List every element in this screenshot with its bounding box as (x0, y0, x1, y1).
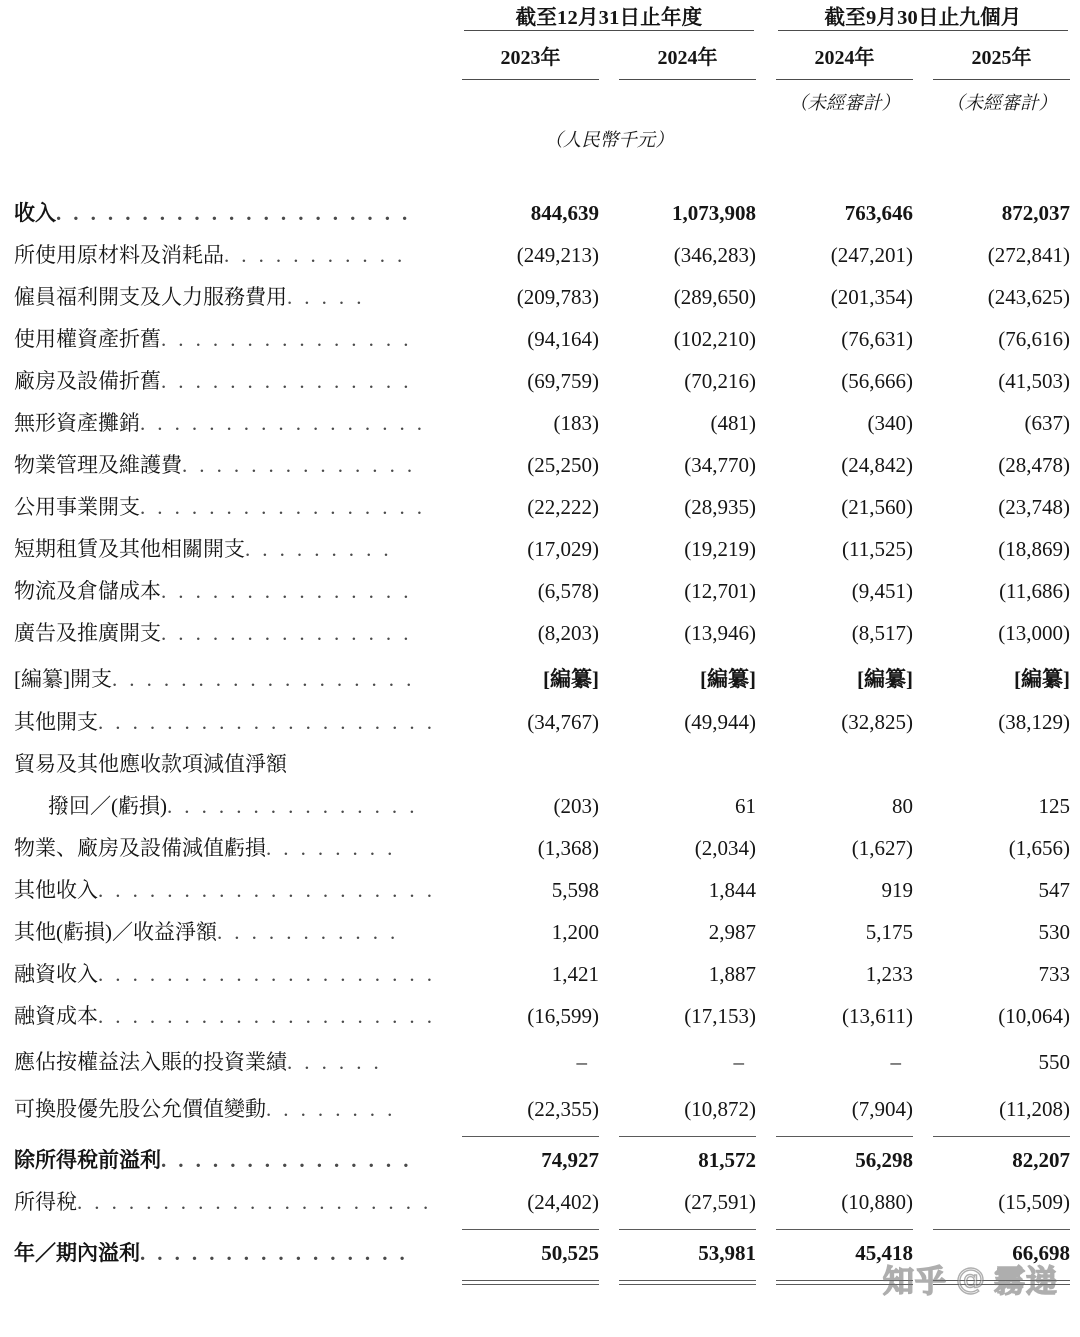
row-label-text: 物流及倉儲成本 (14, 578, 161, 603)
row-value-19-0: (16,599) (527, 1003, 599, 1028)
row-value-23-1: (27,591) (684, 1189, 757, 1214)
row-label-text: [編纂]開支 (14, 666, 112, 691)
leader-dots: . . . . . (287, 284, 365, 309)
table-row (0, 654, 1080, 701)
row-value-7-0: (22,222) (527, 494, 599, 519)
leader-dots: . . . . . . . . . . . . . . . . . . . . (98, 961, 436, 986)
row-value-11-2: [編纂] (857, 666, 914, 691)
row-label-text: 所使用原材料及消耗品 (14, 242, 224, 267)
row-label-1 (0, 234, 452, 276)
row-label-text: 應佔按權益法入賬的投資業績 (14, 1050, 287, 1074)
table-row (0, 528, 1080, 570)
header-note-1 (609, 80, 766, 118)
row-value-11-1: [編纂] (700, 666, 757, 691)
row-value-2-0: (209,783) (516, 284, 599, 309)
header-note-3: （未經審計） (946, 94, 1058, 114)
row-value-16-1: 1,844 (708, 877, 757, 902)
watermark-at-sign: @ (956, 1261, 985, 1296)
table-row (0, 1232, 1080, 1274)
table-row (0, 785, 1080, 827)
leader-dots: . . . . . . . . . . . . . . . . (140, 1240, 409, 1265)
row-value-11-0: [編纂] (543, 666, 599, 691)
subtotal-rule-seg-24-1 (609, 1223, 766, 1232)
row-label-text: 使用權資產折舊 (14, 326, 161, 351)
leader-dots: . . . . . . . . . . . . . . . . . . . . (98, 709, 436, 734)
header-bottom-spacer-row (0, 156, 1080, 192)
table-row (0, 402, 1080, 444)
row-value-14-0: (203) (553, 793, 599, 818)
row-value-4-3: (41,503) (998, 368, 1071, 393)
table-body (0, 192, 1080, 1285)
row-value-18-1: 1,887 (708, 961, 757, 986)
row-value-8-1: (19,219) (684, 536, 757, 561)
subtotal-rule-spacer (0, 1223, 452, 1232)
row-value-15-1: (2,034) (694, 835, 757, 860)
row-value-3-0: (94,164) (527, 326, 599, 351)
row-label-text: 融資收入 (14, 961, 98, 986)
row-label-16 (0, 869, 452, 911)
watermark-username: 霧递 (994, 1264, 1058, 1300)
row-value-2-2: (201,354) (830, 284, 914, 309)
subtotal-rule-spacer (0, 1130, 452, 1139)
row-label-19 (0, 995, 452, 1037)
row-label-text: 除所得稅前溢利 (14, 1147, 161, 1172)
row-value-14-3: 125 (1038, 793, 1071, 818)
row-value-15-2: (1,627) (851, 835, 914, 860)
row-label-text: 物業管理及維護費 (14, 452, 182, 477)
subtotal-rule-row-24 (0, 1223, 1080, 1232)
header-year-0: 2023年 (500, 47, 561, 69)
row-label-2 (0, 276, 452, 318)
row-value-19-3: (10,064) (998, 1003, 1071, 1028)
header-group-0: 截至12月31日止年度 (515, 7, 703, 29)
row-label-text: 融資成本 (14, 1003, 98, 1028)
row-label-text: 年／期內溢利 (14, 1240, 140, 1265)
row-label-text: 可換股優先股公允價值變動 (14, 1096, 266, 1121)
subtotal-rule-seg-24-2 (766, 1223, 923, 1232)
row-value-11-3: [編纂] (1014, 666, 1071, 691)
leader-dots: . . . . . . . . . . . (224, 242, 406, 267)
row-value-13-2 (766, 743, 923, 785)
leader-dots: . . . . . . . . . . . . . . . . . . (112, 666, 415, 691)
row-value-24-3: 66,698 (1012, 1240, 1071, 1265)
row-value-0-1: 1,073,908 (672, 200, 757, 225)
row-value-23-0: (24,402) (527, 1189, 599, 1214)
subtotal-rule-row-22 (0, 1130, 1080, 1139)
header-spacer-cell (0, 0, 452, 30)
table-row (0, 1181, 1080, 1223)
row-value-8-0: (17,029) (527, 536, 599, 561)
row-label-23 (0, 1181, 452, 1223)
row-label-3 (0, 318, 452, 360)
row-value-19-1: (17,153) (684, 1003, 757, 1028)
header-unit-blank (766, 118, 1080, 156)
header-group-row (0, 0, 1080, 30)
row-value-3-1: (102,210) (673, 326, 757, 351)
subtotal-rule-seg-22-1 (609, 1130, 766, 1139)
row-value-20-3: 550 (1038, 1050, 1071, 1074)
row-value-13-3 (923, 743, 1080, 785)
header-note-0 (452, 80, 609, 118)
row-label-11 (0, 654, 452, 701)
row-label-20 (0, 1037, 452, 1088)
row-label-text: 短期租賃及其他相關開支 (14, 536, 245, 561)
subtotal-rule-seg-22-2 (766, 1130, 923, 1139)
row-value-20-1: – (733, 1050, 745, 1074)
table-row (0, 995, 1080, 1037)
grandtotal-rule-seg-2 (766, 1274, 923, 1285)
row-value-21-1: (10,872) (684, 1096, 757, 1121)
leader-dots: . . . . . . . . . . . . . . . (161, 578, 412, 603)
row-value-24-2: 45,418 (855, 1240, 914, 1265)
table-row (0, 318, 1080, 360)
subtotal-rule-seg-24-0 (452, 1223, 609, 1232)
row-value-7-3: (23,748) (998, 494, 1071, 519)
row-label-0 (0, 192, 452, 234)
row-label-12 (0, 701, 452, 743)
row-value-21-3: (11,208) (999, 1096, 1071, 1121)
row-value-14-1: 61 (735, 793, 757, 818)
header-year-row (0, 31, 1080, 79)
row-label-18 (0, 953, 452, 995)
row-value-2-1: (289,650) (673, 284, 757, 309)
row-value-10-2: (8,517) (851, 620, 914, 645)
grandtotal-rule-seg-1 (609, 1274, 766, 1285)
row-value-9-1: (12,701) (684, 578, 757, 603)
row-value-8-2: (11,525) (842, 536, 914, 561)
table-row (0, 1088, 1080, 1130)
row-value-20-0: – (576, 1050, 587, 1074)
leader-dots: . . . . . . . . . . . . . . . (161, 620, 412, 645)
leader-dots: . . . . . . . . (266, 835, 396, 860)
table-row (0, 911, 1080, 953)
row-value-14-2: 80 (892, 793, 914, 818)
row-value-17-3: 530 (1038, 919, 1071, 944)
row-value-4-2: (56,666) (841, 368, 914, 393)
leader-dots: . . . . . . . . . . . . . . . . . . . . . (56, 200, 411, 225)
row-value-5-2: (340) (867, 410, 914, 435)
row-label-5 (0, 402, 452, 444)
subtotal-rule-seg-24-3 (923, 1223, 1080, 1232)
row-value-18-2: 1,233 (865, 961, 914, 986)
row-value-10-3: (13,000) (998, 620, 1071, 645)
leader-dots: . . . . . . . . . (245, 536, 393, 561)
row-value-19-2: (13,611) (842, 1003, 914, 1028)
table-row (0, 486, 1080, 528)
row-value-16-0: 5,598 (551, 877, 599, 902)
row-value-22-2: 56,298 (855, 1147, 914, 1172)
grandtotal-rule-row (0, 1274, 1080, 1285)
row-label-text: 公用事業開支 (14, 494, 140, 519)
header-note-row (0, 80, 1080, 118)
row-value-7-2: (21,560) (841, 494, 914, 519)
leader-dots: . . . . . . . . . . . . . . . . . (140, 494, 426, 519)
row-value-17-1: 2,987 (708, 919, 757, 944)
table-row (0, 869, 1080, 911)
row-value-6-2: (24,842) (841, 452, 914, 477)
leader-dots: . . . . . . . . . . . . . . . . . . . . (98, 877, 436, 902)
row-label-24 (0, 1232, 452, 1274)
row-value-12-2: (32,825) (841, 709, 914, 734)
leader-dots: . . . . . . . . (266, 1096, 396, 1121)
grandtotal-rule-seg-0 (452, 1274, 609, 1285)
header-group-1: 截至9月30日止九個月 (824, 7, 1022, 29)
row-label-text: 廠房及設備折舊 (14, 368, 161, 393)
row-value-22-1: 81,572 (698, 1147, 757, 1172)
row-label-6 (0, 444, 452, 486)
watermark-logo: 知乎 (883, 1264, 947, 1300)
row-value-1-2: (247,201) (830, 242, 914, 267)
row-value-22-3: 82,207 (1012, 1147, 1071, 1172)
row-label-4 (0, 360, 452, 402)
header-note-spacer (0, 80, 452, 118)
leader-dots: . . . . . . . . . . . . . . . (161, 326, 412, 351)
row-label-9 (0, 570, 452, 612)
row-label-17 (0, 911, 452, 953)
row-value-5-0: (183) (553, 410, 599, 435)
table-row (0, 444, 1080, 486)
row-value-18-3: 733 (1038, 961, 1071, 986)
row-value-22-0: 74,927 (541, 1147, 599, 1172)
row-value-17-0: 1,200 (551, 919, 599, 944)
leader-dots: . . . . . . . . . . . . . . . (161, 368, 412, 393)
row-value-13-1 (609, 743, 766, 785)
grandtotal-rule-spacer (0, 1274, 452, 1285)
row-label-15 (0, 827, 452, 869)
table-row (0, 234, 1080, 276)
row-value-21-2: (7,904) (851, 1096, 914, 1121)
table-row (0, 612, 1080, 654)
header-bottom-spacer (0, 156, 1080, 192)
row-value-8-3: (18,869) (998, 536, 1071, 561)
row-value-9-0: (6,578) (537, 578, 599, 603)
row-value-21-0: (22,355) (527, 1096, 599, 1121)
row-label-8 (0, 528, 452, 570)
leader-dots: . . . . . . . . . . . . . . (182, 452, 416, 477)
leader-dots: . . . . . . . . . . . . . . . . . . . . (98, 1003, 436, 1028)
row-value-23-3: (15,509) (998, 1189, 1071, 1214)
row-value-12-1: (49,944) (684, 709, 757, 734)
row-value-6-0: (25,250) (527, 452, 599, 477)
row-value-3-3: (76,616) (998, 326, 1071, 351)
row-value-1-3: (272,841) (987, 242, 1071, 267)
subtotal-rule-seg-22-3 (923, 1130, 1080, 1139)
table-row (0, 953, 1080, 995)
leader-dots: . . . . . . . . . . . . . . . . . (140, 410, 426, 435)
row-label-text: 物業、廠房及設備減值虧損 (14, 835, 266, 860)
header-currency-unit: （人民幣千元） (544, 131, 674, 151)
row-value-3-2: (76,631) (841, 326, 914, 351)
row-value-4-1: (70,216) (684, 368, 757, 393)
leader-dots: . . . . . . . . . . . . . . . (161, 1147, 412, 1172)
row-value-0-0: 844,639 (530, 200, 599, 225)
leader-dots: . . . . . . (287, 1050, 383, 1074)
row-value-12-3: (38,129) (998, 709, 1071, 734)
leader-dots: . . . . . . . . . . . (217, 919, 399, 944)
row-value-20-2: – (890, 1050, 902, 1074)
row-label-22 (0, 1139, 452, 1181)
row-value-10-0: (8,203) (537, 620, 599, 645)
row-label-14 (0, 785, 452, 827)
row-value-15-0: (1,368) (537, 835, 599, 860)
row-value-5-3: (637) (1024, 410, 1071, 435)
row-label-text: 收入 (14, 200, 56, 225)
table-row (0, 192, 1080, 234)
row-label-13 (0, 743, 452, 785)
table-row (0, 701, 1080, 743)
row-label-text: 其他(虧損)／收益淨額 (14, 919, 217, 944)
row-value-2-3: (243,625) (987, 284, 1071, 309)
row-value-5-1: (481) (710, 410, 757, 435)
row-value-24-1: 53,981 (698, 1240, 757, 1265)
leader-dots: . . . . . . . . . . . . . . . (167, 793, 418, 818)
table-row (0, 276, 1080, 318)
row-label-text: 僱員福利開支及人力服務費用 (14, 284, 287, 309)
table-header (0, 0, 1080, 192)
row-label-text: 所得稅 (14, 1189, 77, 1214)
row-label-text: 貿易及其他應收款項減值淨額 (14, 751, 287, 776)
header-year-spacer (0, 31, 452, 79)
row-value-18-0: 1,421 (551, 961, 599, 986)
row-value-12-0: (34,767) (527, 709, 599, 734)
row-value-7-1: (28,935) (684, 494, 757, 519)
row-value-1-1: (346,283) (673, 242, 757, 267)
row-label-text: 無形資產攤銷 (14, 410, 140, 435)
header-year-1: 2024年 (657, 47, 718, 69)
row-value-16-2: 919 (881, 877, 914, 902)
row-label-text: 其他收入 (14, 877, 98, 902)
header-year-2: 2024年 (814, 47, 875, 69)
row-value-9-3: (11,686) (999, 578, 1071, 603)
row-value-17-2: 5,175 (865, 919, 914, 944)
row-label-text: 其他開支 (14, 709, 98, 734)
header-unit-spacer (0, 118, 452, 156)
table-row (0, 1037, 1080, 1088)
table-row (0, 827, 1080, 869)
row-label-text: 廣告及推廣開支 (14, 620, 161, 645)
header-unit-row (0, 118, 1080, 156)
row-value-10-1: (13,946) (684, 620, 757, 645)
table-row (0, 570, 1080, 612)
row-value-6-3: (28,478) (998, 452, 1071, 477)
table-row (0, 360, 1080, 402)
row-label-10 (0, 612, 452, 654)
header-note-2: （未經審計） (789, 94, 901, 114)
row-value-1-0: (249,213) (516, 242, 599, 267)
row-value-23-2: (10,880) (841, 1189, 914, 1214)
row-label-text: 撥回／(虧損) (48, 793, 167, 818)
row-value-15-3: (1,656) (1008, 835, 1071, 860)
grandtotal-rule-seg-3 (923, 1274, 1080, 1285)
row-value-24-0: 50,525 (541, 1240, 599, 1265)
row-value-0-2: 763,646 (844, 200, 914, 225)
subtotal-rule-seg-22-0 (452, 1130, 609, 1139)
row-label-21 (0, 1088, 452, 1130)
table-row (0, 743, 1080, 785)
leader-dots: . . . . . . . . . . . . . . . . . . . . . (77, 1189, 432, 1214)
row-value-4-0: (69,759) (527, 368, 599, 393)
row-label-7 (0, 486, 452, 528)
row-value-6-1: (34,770) (684, 452, 757, 477)
row-value-16-3: 547 (1038, 877, 1071, 902)
row-value-13-0 (452, 743, 609, 785)
row-value-9-2: (9,451) (851, 578, 914, 603)
row-value-0-3: 872,037 (1001, 200, 1071, 225)
table-row (0, 1139, 1080, 1181)
header-year-3: 2025年 (971, 47, 1032, 69)
